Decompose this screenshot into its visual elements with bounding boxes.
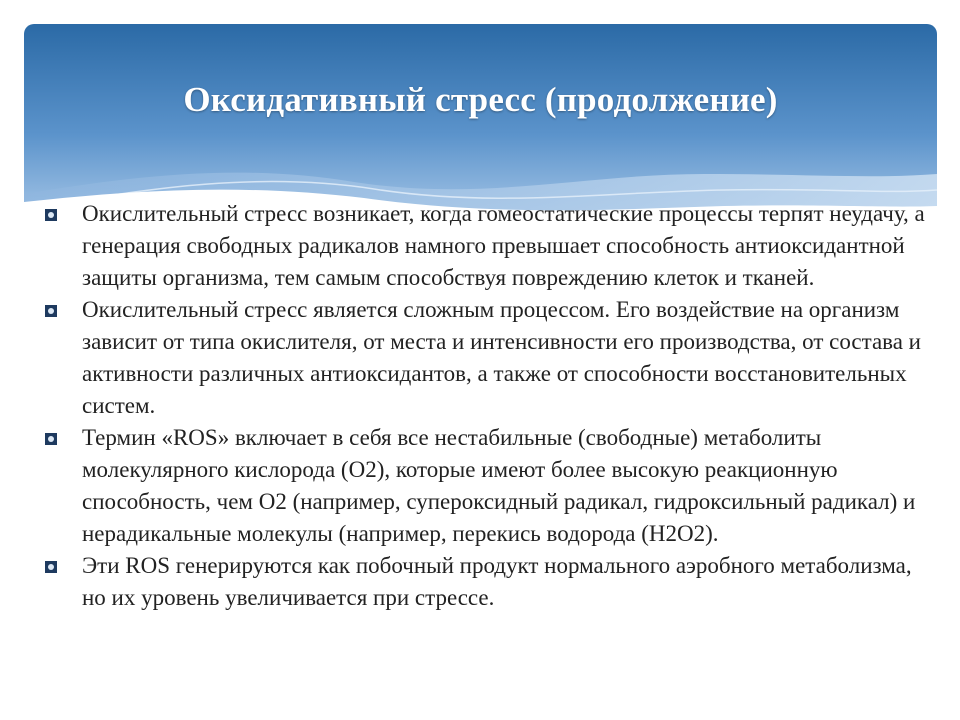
bullet-item bbox=[45, 550, 925, 614]
square-bullet-icon bbox=[45, 209, 57, 221]
bullet-item bbox=[45, 198, 925, 294]
bullet-list bbox=[45, 198, 925, 614]
slide-title: Оксидативный стресс (продолжение) bbox=[183, 80, 778, 119]
square-bullet-icon bbox=[45, 561, 57, 573]
bullet-text: Окислительный стресс является сложным процессом. Его воздействие на организм зависит от типа окислителя, от места и интенсивности его производства, от состава и активности различных антиоксидантов, а также от способности восстановительных систем. bbox=[82, 297, 921, 418]
banner-background bbox=[24, 24, 937, 224]
bullet-text: Термин «ROS» включает в себя все нестабильные (свободные) метаболиты молекулярного кислорода (O2), которые имеют более высокую реакционную способность, чем O2 (например, супероксидный радикал, гидроксильный радикал) и нерадикальные молекулы (например, перекись водорода (H2O2). bbox=[82, 425, 916, 546]
square-bullet-icon bbox=[45, 305, 57, 317]
bullet-item bbox=[45, 294, 925, 422]
bullet-item bbox=[45, 422, 925, 550]
bullet-text: Эти ROS генерируются как побочный продукт нормального аэробного метаболизма, но их уровень увеличивается при стрессе. bbox=[82, 553, 912, 610]
square-bullet-icon bbox=[45, 433, 57, 445]
title-banner bbox=[24, 24, 937, 224]
bullet-text: Окислительный стресс возникает, когда гомеостатические процессы терпят неудачу, а генерация свободных радикалов намного превышает способность антиоксидантной защиты организма, тем самым способствуя повреждению клеток и тканей. bbox=[82, 201, 925, 290]
